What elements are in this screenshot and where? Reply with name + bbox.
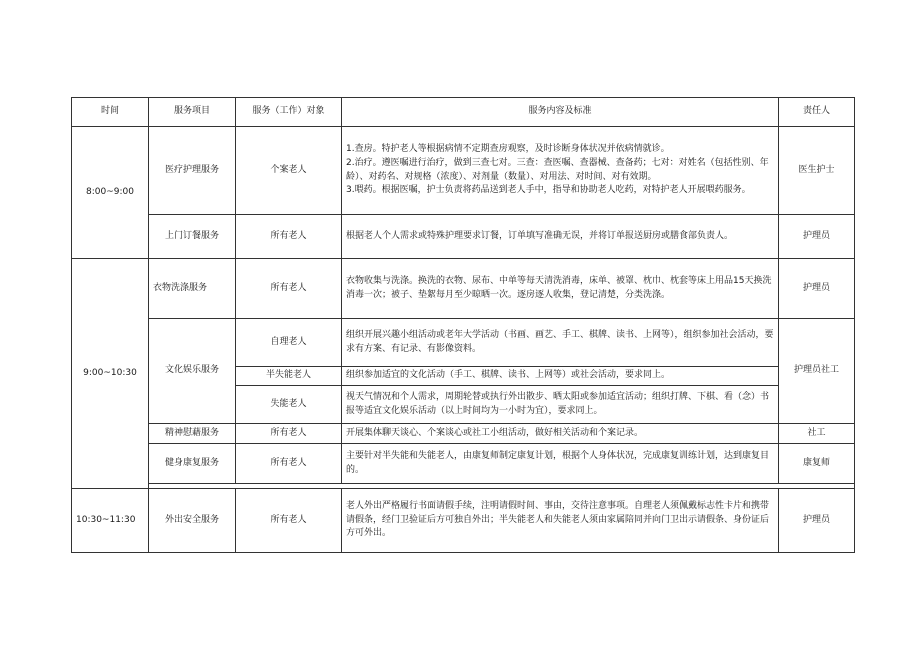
- responsible-cell: 社工: [779, 424, 855, 444]
- content-line: 视天气情况和个人需求，周期轮替或执行外出散步、晒太阳或参加适宜活动；组织打牌、下棋、看（念）书报等适宜文化娱乐活动（以上时间均为一小时为宜），要求同上。: [346, 391, 770, 416]
- service-item-cell: 文化娱乐服务: [149, 319, 236, 424]
- table-row: [72, 489, 855, 553]
- service-item-cell: 衣物洗涤服务: [149, 259, 236, 319]
- time-cell: 10:30~11:30: [72, 489, 149, 553]
- content-line: 衣物收集与洗涤。换洗的衣物、尿布、中单等每天清洗消毒，床单、被罩、枕巾、枕套等床上用品15天换洗消毒一次；被子、垫絮每月至少晾晒一次。逐房逐人收集，登记清楚，分类洗涤。: [346, 275, 772, 300]
- content-cell: [342, 319, 779, 367]
- content-line: 组织开展兴趣小组活动或老年大学活动（书画、画艺、手工、棋牌、读书、上网等），组织参加社会活动，要求有方案、有记录、有影像资料。: [346, 329, 774, 354]
- header-row: [72, 98, 855, 127]
- content-line: 老人外出严格履行书面请假手续，注明请假时间、事由，交待注意事项。自理老人须佩戴标志性卡片和携带请假条，经门卫验证后方可独自外出；半失能老人和失能老人须由家属陪同并向门卫出示请假条、身份证后方可外出。: [346, 500, 770, 539]
- service-item-cell: 精神慰藉服务: [149, 424, 236, 444]
- header-target: 服务（工作）对象: [236, 98, 342, 127]
- responsible-cell: 护理员: [779, 489, 855, 553]
- table-row: [72, 444, 855, 484]
- content-cell: [342, 127, 779, 215]
- header-time: 时间: [72, 98, 149, 127]
- content-line: 主要针对半失能和失能老人，由康复师制定康复计划，根据个人身体状况，完成康复训练计划，达到康复目的。: [346, 450, 770, 475]
- target-cell: 自理老人: [236, 319, 342, 367]
- target-cell: 半失能老人: [236, 367, 342, 386]
- content-cell: [342, 259, 779, 319]
- table-row: [72, 215, 855, 259]
- header-item: 服务项目: [149, 98, 236, 127]
- table-row: [72, 424, 855, 444]
- target-cell: 所有老人: [236, 259, 342, 319]
- content-cell: [342, 444, 779, 484]
- content-cell: [342, 489, 779, 553]
- table-row: [72, 127, 855, 215]
- target-cell: 失能老人: [236, 386, 342, 424]
- content-line: 开展集体聊天谈心、个案谈心或社工小组活动，做好相关活动和个案记录。: [346, 427, 644, 438]
- target-cell: 所有老人: [236, 489, 342, 553]
- service-item-cell: 医疗护理服务: [149, 127, 236, 215]
- content-line: 2.治疗。遵医嘱进行治疗，做到三查七对。三查：查医嘱、查器械、查备药；七对：对姓名（包括性别、年龄）、对药名、对规格（浓度）、对剂量（数量）、对用法、对时间、对有效期。: [346, 157, 769, 182]
- responsible-cell: 医生护士: [779, 127, 855, 215]
- service-item-cell: 上门订餐服务: [149, 215, 236, 259]
- time-cell: 9:00~10:30: [72, 259, 149, 489]
- responsible-cell: 护理员: [779, 215, 855, 259]
- responsible-cell: 康复师: [779, 444, 855, 484]
- content-line: 组织参加适宜的文化活动（手工、棋牌、读书、上网等）或社会活动，要求同上。: [346, 370, 671, 381]
- content-cell: [342, 215, 779, 259]
- content-line: 3.喂药。根据医嘱，护士负责将药品送到老人手中，指导和协助老人吃药，对特护老人开展喂药服务。: [346, 185, 751, 196]
- target-cell: 个案老人: [236, 127, 342, 215]
- table-row: [72, 319, 855, 367]
- responsible-cell: 护理员社工: [779, 319, 855, 424]
- target-cell: 所有老人: [236, 215, 342, 259]
- content-cell: [342, 424, 779, 444]
- target-cell: 所有老人: [236, 424, 342, 444]
- header-responsible: 责任人: [779, 98, 855, 127]
- service-item-cell: 外出安全服务: [149, 489, 236, 553]
- table-row: [72, 259, 855, 319]
- service-schedule-table: [71, 97, 855, 553]
- content-cell: [342, 367, 779, 386]
- content-cell: [342, 386, 779, 424]
- header-content: 服务内容及标准: [342, 98, 779, 127]
- service-item-cell: 健身康复服务: [149, 444, 236, 484]
- content-line: 根据老人个人需求或特殊护理要求订餐，订单填写准确无误，并将订单报送厨房或膳食部负责人。: [346, 230, 734, 241]
- time-cell: 8:00~9:00: [72, 127, 149, 259]
- content-line: 1.查房。特护老人等根据病情不定期查房观察，及时诊断身体状况并依病情就诊。: [346, 143, 670, 154]
- responsible-cell: 护理员: [779, 259, 855, 319]
- target-cell: 所有老人: [236, 444, 342, 484]
